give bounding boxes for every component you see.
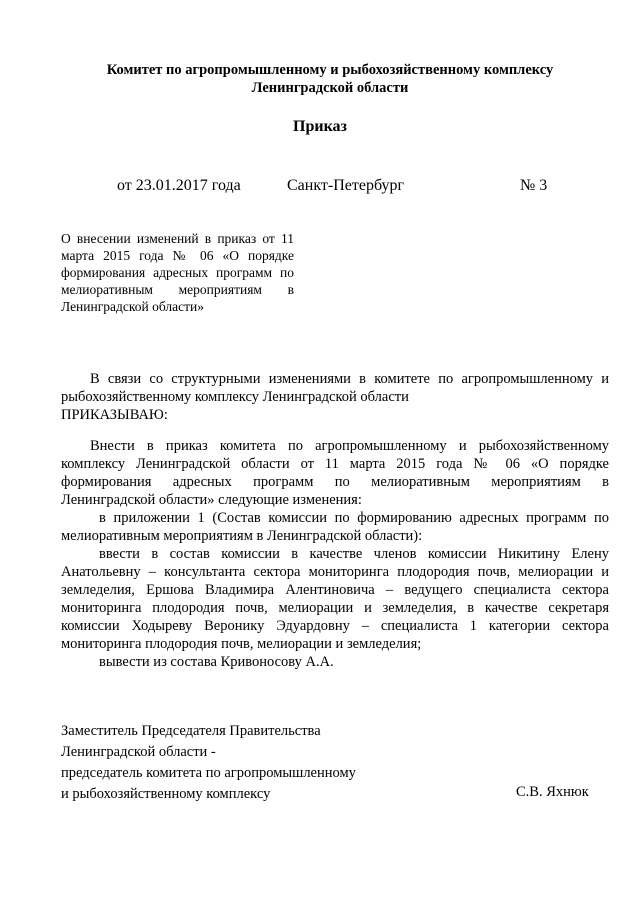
subject-line: мелиоративным мероприятиям в: [61, 282, 294, 297]
signature-block: [61, 721, 356, 805]
subject-line: формирования адресных программ по: [61, 265, 294, 280]
organization-name-line-2: Ленинградской области: [251, 80, 409, 96]
order-body: [61, 437, 609, 671]
body-line: комиссии Ходыреву Веронику Эдуардовну – специалиста 1 категории сектора: [61, 618, 609, 634]
preamble-line: рыбохозяйственному комплексу Ленинградской области: [61, 389, 409, 405]
subject-line: марта 2015 года № 06 «О порядке: [61, 248, 294, 263]
body-line: Анатольевну – консультанта сектора мониторинга плодородия почв, мелиорации и: [61, 564, 609, 580]
organization-name-line-1: Комитет по агропромышленному и рыбохозяйственному комплексу: [106, 62, 554, 78]
body-line: земледелия, Ершова Владимира Алентиновича – ведущего специалиста сектора: [61, 582, 609, 598]
organization-header: [60, 61, 600, 97]
signer-name: С.В. Яхнюк: [516, 784, 589, 800]
body-line: вывести из состава Кривоносову А.А.: [99, 654, 334, 670]
body-line: в приложении 1 (Состав комиссии по формированию адресных программ по: [99, 510, 609, 526]
body-line: Внести в приказ комитета по агропромышленному и рыбохозяйственному: [90, 438, 609, 454]
body-line: мониторинга плодородия почв, мелиорации и земледелия, в качестве секретаря: [61, 600, 609, 616]
body-line: формирования адресных программ по мелиоративным мероприятиям в: [61, 474, 609, 490]
body-line: мелиоративным мероприятиям в Ленинградской области):: [61, 528, 423, 544]
signer-position-line: председатель комитета по агропромышленному: [61, 765, 356, 781]
order-date: от 23.01.2017 года: [117, 177, 241, 194]
signer-position-line: Ленинградской области -: [61, 744, 216, 760]
order-number: № 3: [520, 177, 548, 194]
body-line: ввести в состав комиссии в качестве членов комиссии Никитину Елену: [99, 546, 609, 562]
body-line: Ленинградской области» следующие изменения:: [61, 492, 362, 508]
body-line: мониторинга плодородия почв, мелиорации и земледелия;: [61, 636, 422, 652]
order-subject: [61, 230, 294, 315]
order-directive: ПРИКАЗЫВАЮ:: [61, 407, 168, 423]
order-city: Санкт-Петербург: [287, 177, 405, 194]
signer-position-line: и рыбохозяйственному комплексу: [61, 786, 271, 802]
preamble-line: В связи со структурными изменениями в комитете по агропромышленному и: [90, 371, 609, 387]
body-line: комплексу Ленинградской области от 11 марта 2015 года № 06 «О порядке: [61, 456, 609, 472]
subject-line: О внесении изменений в приказ от 11: [61, 231, 294, 246]
document-title: Приказ: [293, 118, 347, 135]
signer-position-line: Заместитель Председателя Правительства: [61, 723, 321, 739]
subject-line: Ленинградской области»: [61, 299, 204, 314]
preamble: [61, 370, 609, 424]
